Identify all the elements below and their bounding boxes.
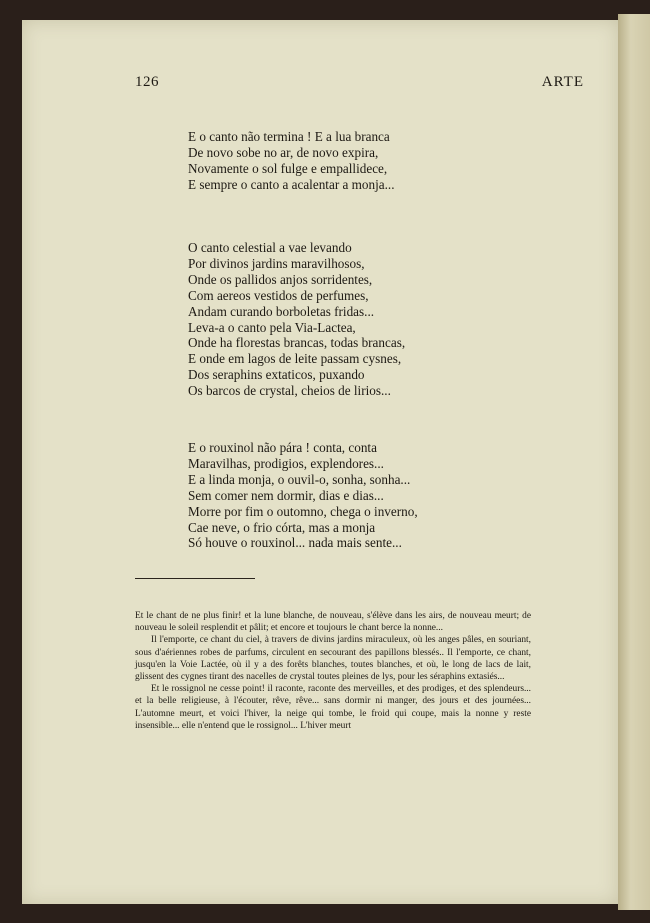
verse-line: Onde os pallidos anjos sorridentes, xyxy=(188,271,373,287)
poem-stanza-1 xyxy=(188,129,488,193)
verse-line: Maravilhas, prodigios, explendores... xyxy=(188,455,384,471)
poem-stanza-3 xyxy=(188,440,488,551)
verse-line: E a linda monja, o ouvil-o, sonha, sonha... xyxy=(188,471,411,487)
verse-line: Andam curando borboletas fridas... xyxy=(188,303,375,319)
verse-line: Morre por fim o outomno, chega o inverno, xyxy=(188,503,418,519)
poem-stanza-2 xyxy=(188,240,488,399)
verse-line: Dos seraphins extaticos, puxando xyxy=(188,367,365,383)
footnote-block xyxy=(135,610,531,732)
verse-line: Leva-a o canto pela Via-Lactea, xyxy=(188,319,356,335)
footnote-divider xyxy=(135,578,255,579)
verse-line: Onde ha florestas brancas, todas brancas, xyxy=(188,335,406,351)
verse-line: Por divinos jardins maravilhosos, xyxy=(188,255,365,271)
verse-line: E o rouxinol não pára ! conta, conta xyxy=(188,440,377,455)
footnote-paragraph: Et le rossignol ne cesse point! il raconte, raconte des merveilles, et des prodiges, et des splendeurs... et la belle religieuse, à l'écouter, rêve, rêve... sans dormir ni manger, des jours et des journées... L'automne meurt, et voici l'hiver, la neige qui tombe, le froid qui coupe, mais la nonne y reste insensible... elle n'entend que le rossignol... L'hiver meurt xyxy=(135,684,531,731)
verse-line: E o canto não termina ! E a lua branca xyxy=(188,129,390,144)
verse-line: E onde em lagos de leite passam cysnes, xyxy=(188,351,402,367)
verse-line: O canto celestial a vae levando xyxy=(188,240,352,255)
footnote-paragraph: Et le chant de ne plus finir! et la lune blanche, de nouveau, s'élève dans les airs, de nouveau meurt; de nouveau le soleil resplendit et pâlit; et encore et toujours le chant berce la nonne... xyxy=(135,611,531,634)
verse-line: Sem comer nem dormir, dias e dias... xyxy=(188,487,384,503)
verse-line: Com aereos vestidos de perfumes, xyxy=(188,287,369,303)
verse-line: Novamente o sol fulge e empallidece, xyxy=(188,160,388,176)
running-title: ARTE xyxy=(541,74,584,90)
verse-line: De novo sobe no ar, de novo expira, xyxy=(188,144,379,160)
verse-line: Os barcos de crystal, cheios de lirios... xyxy=(188,383,391,399)
verse-line: Cae neve, o frio córta, mas a monja xyxy=(188,519,376,535)
footnote-paragraph: Il l'emporte, ce chant du ciel, à travers de divins jardins miraculeux, où les anges pâles, en souriant, sous d'aériennes robes de parfums, circulent en secourant des papillons blessés.. Il l'emporte, ce chant, jusqu'en la Voie Lactée, où il y a des forêts blanches, toutes blanches, et où, le long de lacs de lait, glissent des cygnes tirant des nacelles de crystal toutes pleines de lys, pour les séraphins extasiés... xyxy=(135,635,531,683)
verse-line: E sempre o canto a acalentar a monja... xyxy=(188,176,395,192)
book-spine xyxy=(618,14,650,910)
verse-line: Só houve o rouxinol... nada mais sente... xyxy=(188,535,402,551)
page-number: 126 xyxy=(135,74,159,90)
